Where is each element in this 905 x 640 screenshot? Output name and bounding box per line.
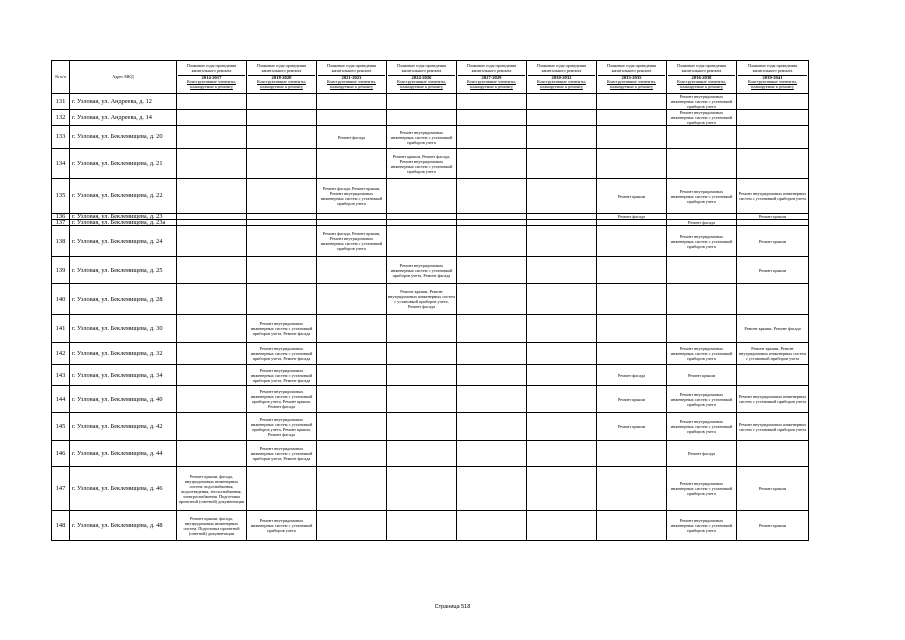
repair-cell: Ремонт крыши [597,386,667,413]
repair-cell [387,386,457,413]
repair-cell: Ремонт крыши [597,413,667,441]
header-period: Плановые годы проведения капитального ремонта 2021-2023 Конструктивные элементы, планируемые к ремонту [317,61,387,94]
repair-cell [597,343,667,365]
repair-cell [177,226,247,257]
repair-cell [737,284,809,315]
repair-cell [247,284,317,315]
repair-cell: Ремонт фасада, Ремонт крыши, Ремонт внутридомовых инженерных систем с установкой приборов учета [317,226,387,257]
repair-cell [177,343,247,365]
header-period: Плановые годы проведения капитального ремонта 2024-2026 Конструктивные элементы, планируемые к ремонту [387,61,457,94]
table-row [52,441,809,467]
repair-cell [247,149,317,179]
table-row [52,343,809,365]
repair-cell: Ремонт крыши, Ремонт внутридомовых инженерных систем с установкой приборов учета [737,343,809,365]
repair-cell [527,467,597,511]
repair-cell: Ремонт фасада, Ремонт крыши, Ремонт внутридомовых инженерных систем с установкой приборов учета [317,179,387,214]
row-address: г. Узловая, ул. Беклемищева, д. 25 [70,257,177,284]
row-number: 131 [52,94,70,110]
repair-cell: Ремонт внутридомовых инженерных систем с установкой приборов учета [247,511,317,541]
row-number: 148 [52,511,70,541]
repair-cell [177,365,247,386]
row-address: г. Узловая, ул. Беклемищева, д. 20 [70,126,177,149]
repair-cell [387,110,457,126]
repair-cell [737,365,809,386]
repair-cell [177,441,247,467]
repair-cell [387,315,457,343]
row-number: 142 [52,343,70,365]
row-address: г. Узловая, ул. Беклемищева, д. 34 [70,365,177,386]
row-number: 135 [52,179,70,214]
repair-cell [387,343,457,365]
header-num: № п/п [52,61,70,94]
repair-cell [177,179,247,214]
row-number: 134 [52,149,70,179]
table-row [52,284,809,315]
repair-cell: Ремонт внутридомовых инженерных систем с установкой приборов учета, Ремонт крыши, Ремонт фасада [247,386,317,413]
repair-cell: Ремонт внутридомовых инженерных систем с установкой приборов учета [737,413,809,441]
repair-cell: Ремонт внутридомовых инженерных систем с установкой приборов учета [737,386,809,413]
row-number: 144 [52,386,70,413]
table-row [52,386,809,413]
table-row [52,413,809,441]
repair-cell [667,284,737,315]
table-row [52,126,809,149]
repair-cell [527,179,597,214]
repair-cell [387,467,457,511]
repair-cell [177,257,247,284]
repair-cell: Ремонт крыши [737,214,809,220]
row-number: 139 [52,257,70,284]
row-address: г. Узловая, ул. Беклемищева, д. 48 [70,511,177,541]
repair-cell: Ремонт внутридомовых инженерных систем с установкой приборов учета [667,343,737,365]
repair-cell [597,284,667,315]
repair-cell [667,149,737,179]
repair-cell: Ремонт внутридомовых инженерных систем с установкой приборов учета [667,110,737,126]
repair-cell [457,413,527,441]
repair-cell [597,441,667,467]
row-number: 132 [52,110,70,126]
repair-cell [387,226,457,257]
repair-cell: Ремонт крыши [737,226,809,257]
repair-cell: Ремонт внутридомовых инженерных систем с установкой приборов учета [667,413,737,441]
row-number: 133 [52,126,70,149]
repair-cell: Ремонт внутридомовых инженерных систем с установкой приборов учета, Ремонт фасада [387,257,457,284]
repair-cell: Ремонт внутридомовых инженерных систем с установкой приборов учета, Ремонт фасада [247,365,317,386]
row-address: г. Узловая, ул. Беклемищева, д. 21 [70,149,177,179]
repair-cell [317,365,387,386]
repair-cell: Ремонт крыши [737,257,809,284]
header-period: Плановые годы проведения капитального ремонта 2036-2038 Конструктивные элементы, планируемые к ремонту [667,61,737,94]
row-address: г. Узловая, ул. Беклемищева, д. 23а [70,220,177,226]
repair-cell: Ремонт фасада [667,441,737,467]
header-period: Плановые годы проведения капитального ремонта 2039-2041 Конструктивные элементы, планируемые к ремонту [737,61,809,94]
repair-cell [387,365,457,386]
repair-cell [177,110,247,126]
repair-cell [527,511,597,541]
repair-cell [737,110,809,126]
repair-cell [177,94,247,110]
repair-cell [667,257,737,284]
header-period: Плановые годы проведения капитального ремонта 2030-2032 Конструктивные элементы, планируемые к ремонту [527,61,597,94]
table-row [52,511,809,541]
repair-cell [387,441,457,467]
repair-cell [387,179,457,214]
repair-cell [247,226,317,257]
repair-cell [457,179,527,214]
repair-cell [457,126,527,149]
repair-cell: Ремонт фасада [597,214,667,220]
repair-cell [597,467,667,511]
table-row [52,365,809,386]
table-row [52,315,809,343]
row-number: 136 [52,214,70,220]
repair-cell [317,110,387,126]
row-address: г. Узловая, ул. Андреева, д. 14 [70,110,177,126]
repair-cell: Ремонт внутридомовых инженерных систем с установкой приборов учета [667,94,737,110]
repair-cell: Ремонт внутридомовых инженерных систем с установкой приборов учета [667,226,737,257]
repair-cell: Ремонт внутридомовых инженерных систем с установкой приборов учета [667,467,737,511]
repair-cell [457,110,527,126]
repair-cell [457,386,527,413]
repair-cell [247,110,317,126]
repair-cell: Ремонт крыши, Ремонт фасада [737,315,809,343]
repair-cell [667,126,737,149]
repair-cell: Ремонт крыши, Ремонт фасада, Ремонт внутридомовых инженерных систем с установкой приборов учета [387,149,457,179]
row-address: г. Узловая, ул. Беклемищева, д. 24 [70,226,177,257]
repair-cell [317,149,387,179]
table-row [52,467,809,511]
repair-cell: Ремонт внутридомовых инженерных систем с установкой приборов учета [667,511,737,541]
repair-cell [457,226,527,257]
repair-cell: Ремонт крыши, Ремонт внутридомовых инженерных систем с установкой приборов учета, Ремонт фасада [387,284,457,315]
repair-cell [317,343,387,365]
row-address: г. Узловая, ул. Андреева, д. 12 [70,94,177,110]
repair-cell [177,386,247,413]
repair-cell [317,467,387,511]
repair-cell [527,257,597,284]
repair-cell [457,149,527,179]
repair-cell: Ремонт крыши [667,365,737,386]
repair-cell [597,149,667,179]
repair-cell [317,386,387,413]
repair-cell: Ремонт фасада [667,220,737,226]
table-row [52,226,809,257]
repair-cell [527,94,597,110]
repair-cell [597,315,667,343]
row-address: г. Узловая, ул. Беклемищева, д. 23 [70,214,177,220]
repair-cell [597,226,667,257]
repair-cell: Ремонт внутридомовых инженерных систем с установкой приборов учета, Ремонт фасада [247,343,317,365]
page-footer: Страница 518 [434,604,471,610]
repair-cell: Ремонт крыши, фасада, внутридомовых инженерных систем. Подготовка проектной (сметной) документации [177,511,247,541]
row-number: 138 [52,226,70,257]
repair-cell [457,467,527,511]
header-row [52,61,809,94]
repair-cell [317,511,387,541]
table-row [52,257,809,284]
repair-cell [527,413,597,441]
repair-cell [177,126,247,149]
repair-cell [527,226,597,257]
header-address: Адрес МКД [70,61,177,94]
row-number: 137 [52,220,70,226]
row-address: г. Узловая, ул. Беклемищева, д. 22 [70,179,177,214]
repair-cell [457,365,527,386]
repair-cell [317,257,387,284]
table-row [52,179,809,214]
repair-cell [177,315,247,343]
repair-cell [527,365,597,386]
repair-cell [597,511,667,541]
repair-cell [247,179,317,214]
repair-cell: Ремонт внутридомовых инженерных систем с установкой приборов учета [387,126,457,149]
repair-cell [247,257,317,284]
repair-cell [247,126,317,149]
repair-cell: Ремонт внутридомовых инженерных систем с установкой приборов учета, Ремонт фасада [247,441,317,467]
repair-cell [527,386,597,413]
repair-cell [177,284,247,315]
repair-cell [317,284,387,315]
row-number: 146 [52,441,70,467]
header-period: Плановые годы проведения капитального ремонта 2027-2029 Конструктивные элементы, планируемые к ремонту [457,61,527,94]
repair-cell [317,94,387,110]
repair-cell [457,284,527,315]
row-address: г. Узловая, ул. Беклемищева, д. 44 [70,441,177,467]
header-period: Плановые годы проведения капитального ремонта 2014-2017 Конструктивные элементы, планируемые к ремонту [177,61,247,94]
repair-cell [457,257,527,284]
repair-cell: Ремонт крыши [737,467,809,511]
repair-cell [527,284,597,315]
repair-cell: Ремонт крыши [597,179,667,214]
repair-cell [527,343,597,365]
table-row [52,110,809,126]
repair-cell [527,315,597,343]
repair-cell [597,126,667,149]
table-row [52,94,809,110]
repair-cell [737,94,809,110]
repair-cell [387,511,457,541]
repair-cell [457,441,527,467]
repair-cell: Ремонт внутридомовых инженерных систем с установкой приборов учета, Ремонт крыши, Ремонт фасада [247,413,317,441]
repair-cell: Ремонт внутридомовых инженерных систем с установкой приборов учета, Ремонт фасада [247,315,317,343]
row-address: г. Узловая, ул. Беклемищева, д. 30 [70,315,177,343]
repair-cell [317,315,387,343]
row-number: 141 [52,315,70,343]
repair-cell: Ремонт внутридомовых инженерных систем с установкой приборов учета [667,386,737,413]
repair-cell: Ремонт фасада [317,126,387,149]
header-period: Плановые годы проведения капитального ремонта 2018-2020 Конструктивные элементы, планируемые к ремонту [247,61,317,94]
repair-cell: Ремонт внутридомовых инженерных систем с установкой приборов учета [737,179,809,214]
repair-cell [457,315,527,343]
repair-cell: Ремонт внутридомовых инженерных систем с установкой приборов учета [667,179,737,214]
repair-cell [737,126,809,149]
repair-cell: Ремонт крыши, фасада, внутридомовых инженерных систем: водоснабжения, водоотведения, теплоснабжения, электроснабжения. Подготовка проектной (сметной) документации [177,467,247,511]
repair-cell [247,467,317,511]
row-address: г. Узловая, ул. Беклемищева, д. 28 [70,284,177,315]
header-period: Плановые годы проведения капитального ремонта 2033-2035 Конструктивные элементы, планируемые к ремонту [597,61,667,94]
repair-cell [387,413,457,441]
repair-cell [177,413,247,441]
repair-cell [597,94,667,110]
row-number: 143 [52,365,70,386]
row-number: 145 [52,413,70,441]
repair-cell [457,511,527,541]
row-address: г. Узловая, ул. Беклемищева, д. 42 [70,413,177,441]
repair-cell [527,126,597,149]
repair-cell: Ремонт фасада [597,365,667,386]
repair-cell [597,110,667,126]
row-address: г. Узловая, ул. Беклемищева, д. 46 [70,467,177,511]
repair-cell [737,441,809,467]
repair-cell [737,149,809,179]
capital-repair-table [51,60,809,541]
repair-cell [247,94,317,110]
repair-cell [317,413,387,441]
repair-cell [597,257,667,284]
repair-cell [527,110,597,126]
repair-cell [667,315,737,343]
repair-cell [457,94,527,110]
repair-cell [527,441,597,467]
repair-cell [317,441,387,467]
row-number: 140 [52,284,70,315]
repair-cell [527,149,597,179]
repair-cell [387,94,457,110]
repair-cell [177,149,247,179]
row-number: 147 [52,467,70,511]
repair-cell [457,343,527,365]
table-row [52,149,809,179]
row-address: г. Узловая, ул. Беклемищева, д. 32 [70,343,177,365]
repair-cell: Ремонт крыши [737,511,809,541]
row-address: г. Узловая, ул. Беклемищева, д. 40 [70,386,177,413]
